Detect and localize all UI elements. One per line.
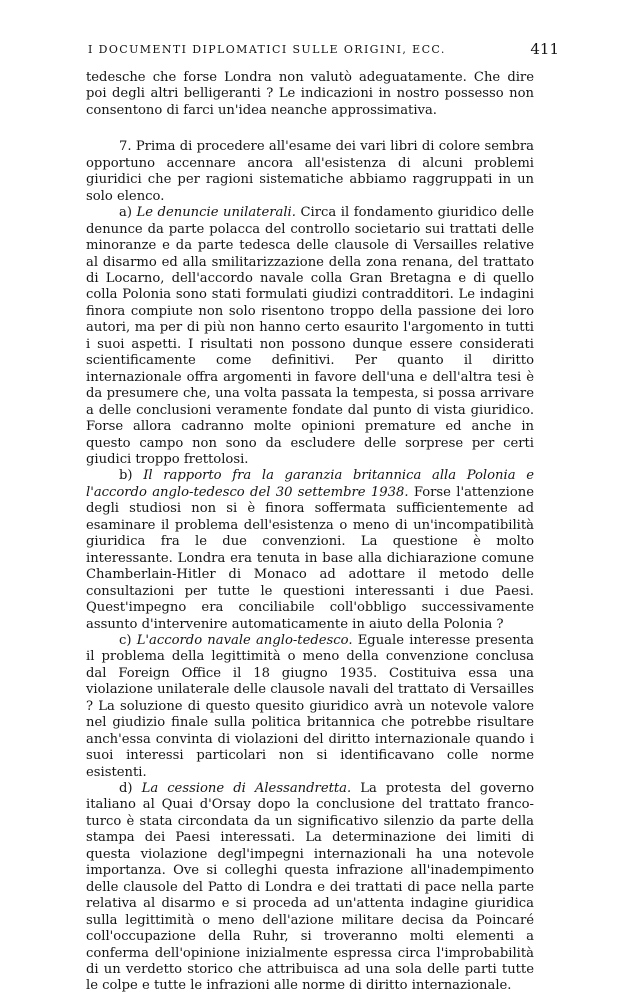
item-d (86, 781, 534, 995)
body-text (86, 70, 534, 995)
item-d-title: La cessione di Alessandretta. (141, 781, 352, 797)
item-a-text: Circa il fondamento giuridico delle denunce da parte polacca del controllo societario sui trattati delle minoranze e da parte tedesca delle clausole di Versailles relative al disarmo ed alla smilitarizzazione della zona renana, del trattato di Locarno, dell'accordo navale colla Gran Bretagna e di quello colla Polonia sono stati formulati giudizi contradditori. Le indagini finora compiute non solo risentono troppo della passione dei loro autori, ma per di più non hanno certo esaurito l'argomento in tutti i suoi aspetti. I risultati non possono dunque essere considerati scientificamente come definitivi. Per quanto il diritto internazionale offra argomenti in favore dell'una e dell'altra tesi è da presumere che, una volta passata la tempesta, si possa arrivare a delle conclusioni veramente fondate dal punto di vista giuridico. Forse allora cadranno molte opinioni premature ed anche in questo campo non sono da escludere delle sorprese per certi giudici troppo frettolosi. (86, 205, 534, 467)
item-a (86, 205, 534, 468)
page-number: 411 (530, 40, 559, 58)
item-d-marker: d) (119, 781, 133, 797)
item-b-text: Forse l'attenzione degli studiosi non si è finora soffermata sufficientemente ad esaminare il problema dell'esistenza o meno di un'incompatibilità giuridica fra le due convenzioni. La questione è molto interessante. Londra era tenuta in base alla dichiarazione comune Chamberlain-Hitler di Monaco ad adottare il metodo delle consultazioni per tutte le questioni interessanti i due Paesi. Quest'impegno era conciliabile coll'obbligo successivamente assunto d'intervenire automaticamente in aiuto della Polonia ? (86, 484, 534, 632)
item-c-title: L'accordo navale anglo-tedesco. (136, 632, 353, 648)
item-c (86, 633, 534, 781)
item-a-title: Le denuncie unilaterali. (136, 205, 296, 221)
paragraph-continuation: tedesche che forse Londra non valutò adeguatamente. Che dire poi degli altri belligeranti ? Le indicazioni in nostro possesso non consentono di farci un'idea neanche approssimativa. (86, 70, 534, 118)
item-b (86, 468, 534, 633)
item-b-title: Il rapporto fra la garanzia britannica alla Polonia e l'accordo anglo-tedesco del 30 settembre 1938. (86, 468, 534, 500)
item-d-text: La protesta del governo italiano al Quai d'Orsay dopo la conclusione del trattato franco-turco è stata circondata da un significativo silenzio da parte della stampa dei Paesi interessati. La determinazione dei limiti di questa violazione degl'impegni internazionali ha una notevole importanza. Ove si colleghi questa infrazione all'inadempimento delle clausole del Patto di Londra e dei trattati di pace nella parte relativa al disarmo e si proceda ad un'attenta indagine giuridica sulla legittimità o meno dell'azione militare decisa da Poincaré coll'occupazione della Ruhr, si troveranno molti elementi a conferma dell'opinione inizialmente espressa circa l'improbabilità di un verdetto storico che attribuisca ad una sola delle parti tutte le colpe e tutte le infrazioni alle norme di diritto internazionale. (86, 781, 534, 994)
section-7-paragraph: 7. Prima di procedere all'esame dei vari libri di colore sembra opportuno accennare ancora all'esistenza di alcuni problemi giuridici che per ragioni sistematiche abbiamo raggruppati in un solo elenco. (86, 139, 534, 204)
item-c-text: Eguale interesse presenta il problema della legittimità o meno della convenzione conclusa dal Foreign Office il 18 giugno 1935. Costituiva essa una violazione unilaterale delle clausole navali del trattato di Versailles ? La soluzione di questo quesito giuridico avrà un notevole valore nel giudizio finale sulla politica britannica che potrebbe risultare anch'essa convinta di violazioni del diritto internazionale quando i suoi interessi particolari non si identificavano colle norme esistenti. (86, 632, 534, 780)
item-a-marker: a) (119, 205, 132, 221)
item-c-marker: c) (119, 632, 132, 648)
item-b-marker: b) (119, 468, 133, 484)
running-header: I DOCUMENTI DIPLOMATICI SULLE ORIGINI, ECC. (88, 43, 446, 56)
